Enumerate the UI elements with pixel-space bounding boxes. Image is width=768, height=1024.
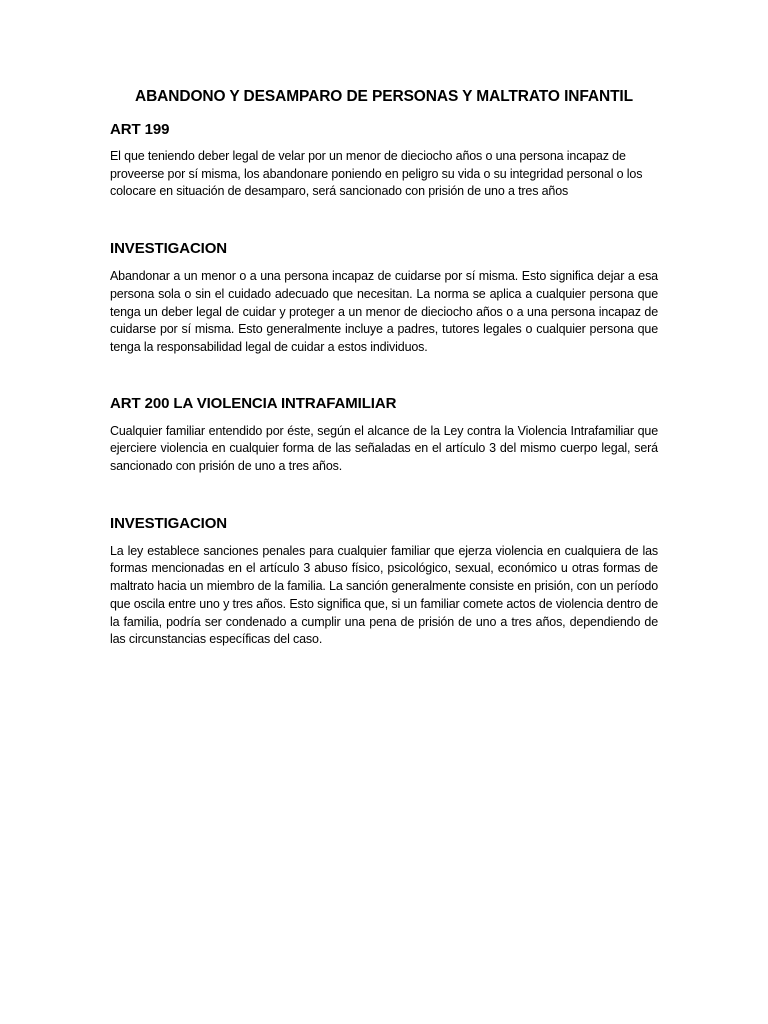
- document-title: ABANDONO Y DESAMPARO DE PERSONAS Y MALTRATO INFANTIL: [134, 88, 634, 105]
- document-page: [110, 86, 658, 649]
- section-text-investigacion-2: La ley establece sanciones penales para cualquier familiar que ejerza violencia en cualquiera de las formas mencionadas en el artículo 3 abuso físico, psicológico, sexual, económico u otras formas de maltrato hacia un miembro de la familia. La sanción generalmente consiste en prisión, con un período que oscila entre uno y tres años. Esto significa que, si un familiar comete actos de violencia dentro de la familia, podría ser condenado a cumplir una pena de prisión de uno a tres años, dependiendo de las circunstancias específicas del caso.: [110, 543, 658, 647]
- section-heading-art-200: ART 200 LA VIOLENCIA INTRAFAMILIAR: [110, 394, 397, 412]
- section-text-art-200: Cualquier familiar entendido por éste, según el alcance de la Ley contra la Violencia Intrafamiliar que ejerciere violencia en cualquier forma de las señaladas en el artículo 3 del mismo cuerpo legal, será sancionado con prisión de uno a tres años.: [110, 423, 658, 474]
- section-heading-investigacion-2: INVESTIGACION: [110, 514, 228, 532]
- section-heading-investigacion-1: INVESTIGACION: [110, 240, 228, 258]
- section-text-art-199: El que teniendo deber legal de velar por un menor de dieciocho años o una persona incapaz de proveerse por sí misma, los abandonare poniendo en peligro su vida o su integridad personal o los colocare en situación de desamparo, será sancionado con prisión de uno a tres años: [110, 149, 643, 199]
- section-text-investigacion-1: Abandonar a un menor o a una persona incapaz de cuidarse por sí misma. Esto significa dejar a esa persona sola o sin el cuidado adecuado que necesitan. La norma se aplica a cualquier persona que tenga un deber legal de cuidar y proteger a un menor de dieciocho años o a una persona incapaz de cuidarse por sí misma. Esto generalmente incluye a padres, tutores legales o cualquier persona que tenga la responsabilidad legal de cuidar a estos individuos.: [110, 269, 658, 354]
- section-heading-art-199: ART 199: [110, 121, 170, 138]
